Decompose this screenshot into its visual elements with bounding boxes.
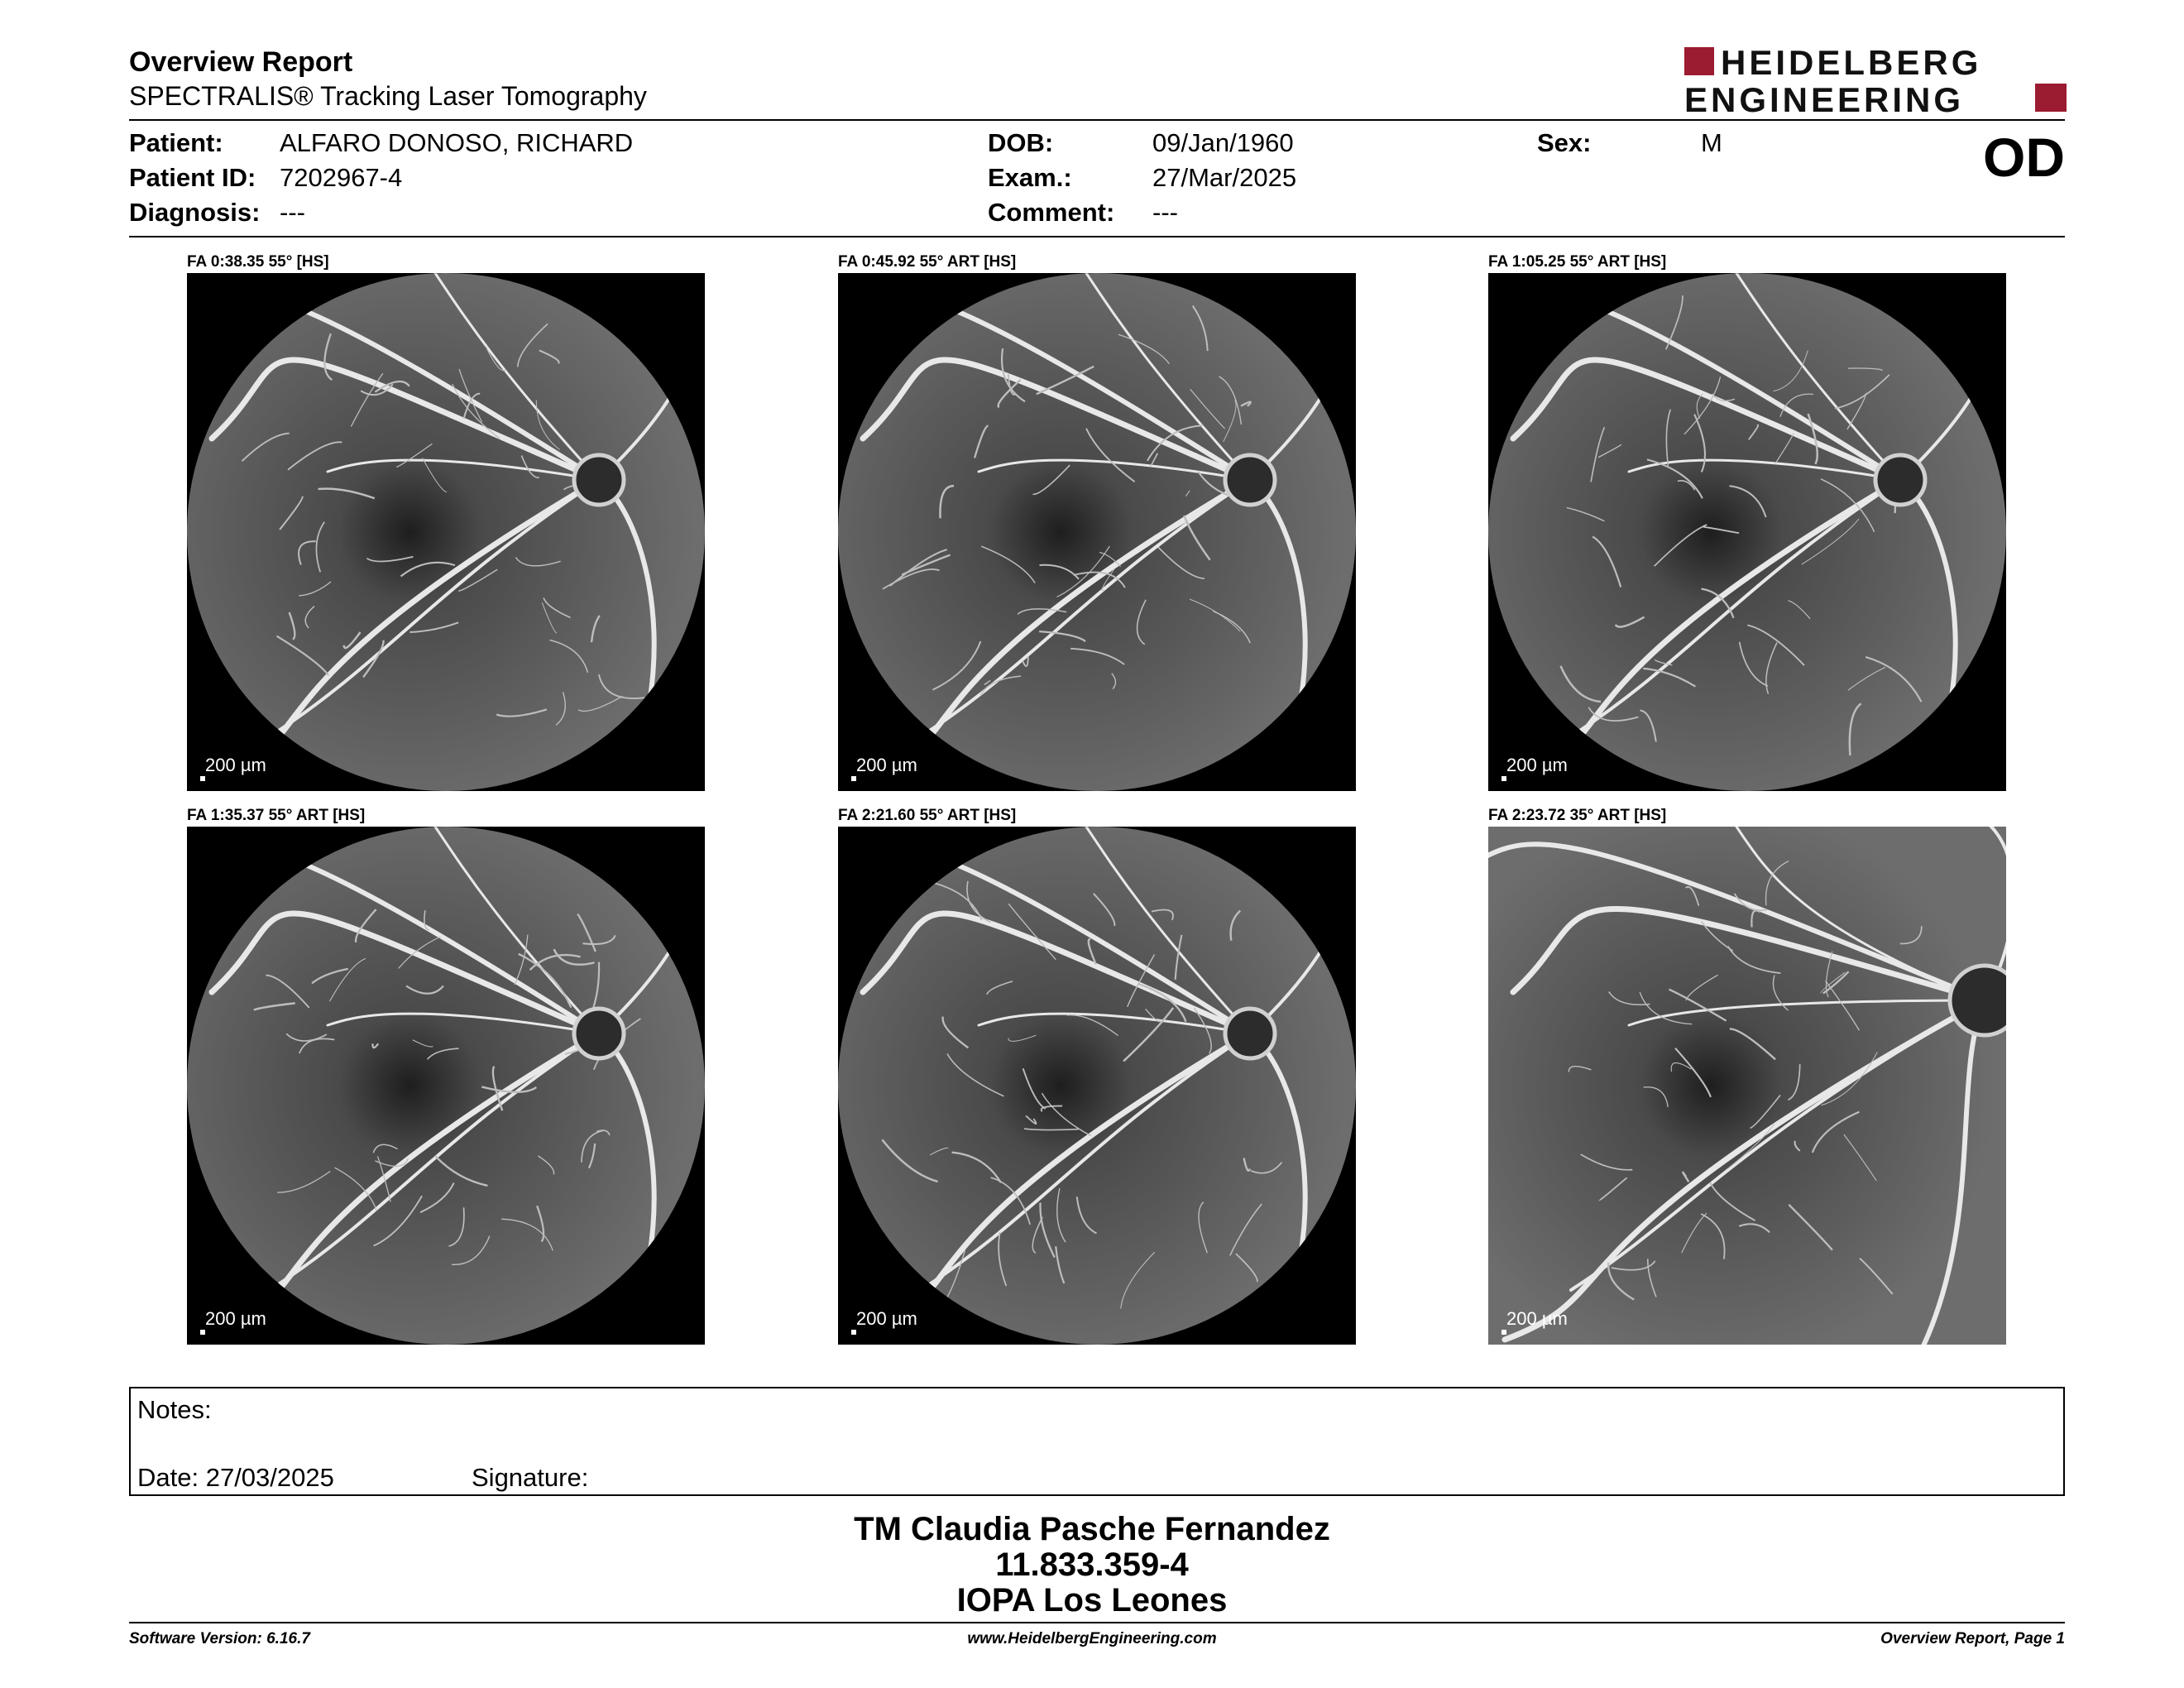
scale-label: 200 µm <box>1506 1308 1568 1329</box>
diagnosis-label: Diagnosis: <box>129 198 261 227</box>
sex-label: Sex: <box>1537 128 1592 157</box>
scale-bar-icon <box>200 776 205 781</box>
patient-name: ALFARO DONOSO, RICHARD <box>280 128 634 157</box>
angiogram-image[interactable] <box>187 273 705 791</box>
scale-bar-icon <box>200 1330 205 1335</box>
diagnosis-value: --- <box>280 198 305 227</box>
exam-label: Exam.: <box>988 163 1072 192</box>
page-label: Overview Report, Page 1 <box>1880 1630 2065 1647</box>
eye-indicator: OD <box>1983 127 2065 188</box>
angiogram-image[interactable] <box>838 273 1356 791</box>
report-subtitle: SPECTRALIS® Tracking Laser Tomography <box>129 81 647 111</box>
report-title: Overview Report <box>129 46 353 78</box>
sex-value: M <box>1701 128 1722 157</box>
dob-value: 09/Jan/1960 <box>1152 128 1294 157</box>
patient-label: Patient: <box>129 128 223 157</box>
fundus-image <box>838 273 1356 791</box>
notes-box <box>129 1387 2065 1496</box>
notes-label: Notes: <box>137 1395 212 1424</box>
scale-bar-icon <box>1502 1330 1506 1335</box>
scale-label: 200 µm <box>205 1308 266 1329</box>
scale-bar-icon <box>851 1330 856 1335</box>
heidelberg-logo <box>1684 46 2067 115</box>
svg-text:ENGINEERING: ENGINEERING <box>1684 80 1965 115</box>
scale-label: 200 µm <box>1506 755 1568 775</box>
scale-label: 200 µm <box>856 755 917 775</box>
info-divider <box>129 236 2065 237</box>
software-version: Software Version: 6.16.7 <box>129 1630 310 1647</box>
fundus-image <box>187 273 705 791</box>
dob-label: DOB: <box>988 128 1054 157</box>
operator-name: TM Claudia Pasche Fernandez <box>854 1511 1330 1547</box>
patient-id-label: Patient ID: <box>129 163 256 192</box>
svg-text:HEIDELBERG: HEIDELBERG <box>1721 46 1982 82</box>
image-caption: FA 1:35.37 55° ART [HS] <box>187 807 366 824</box>
angiogram-image[interactable] <box>1488 827 2006 1345</box>
operator-id: 11.833.359-4 <box>995 1547 1189 1583</box>
image-caption: FA 0:38.35 55° [HS] <box>187 253 329 271</box>
scale-bar-icon <box>851 776 856 781</box>
fundus-image <box>1488 827 2006 1345</box>
scale-bar-icon <box>1502 776 1506 781</box>
header-divider <box>129 119 2065 121</box>
angiogram-image[interactable] <box>1488 273 2006 791</box>
signature-label: Signature: <box>472 1463 589 1492</box>
image-caption: FA 2:21.60 55° ART [HS] <box>838 807 1017 824</box>
scale-label: 200 µm <box>205 755 266 775</box>
angiogram-image[interactable] <box>838 827 1356 1345</box>
scale-label: 200 µm <box>856 1308 917 1329</box>
comment-label: Comment: <box>988 198 1115 227</box>
image-caption: FA 2:23.72 35° ART [HS] <box>1488 807 1667 824</box>
clinic-name: IOPA Los Leones <box>956 1582 1228 1618</box>
patient-id: 7202967-4 <box>280 163 403 192</box>
angiogram-image[interactable] <box>187 827 705 1345</box>
website-link[interactable]: www.HeidelbergEngineering.com <box>967 1630 1217 1647</box>
comment-value: --- <box>1152 198 1178 227</box>
image-caption: FA 0:45.92 55° ART [HS] <box>838 253 1017 271</box>
exam-value: 27/Mar/2025 <box>1152 163 1297 192</box>
fundus-image <box>187 827 705 1345</box>
fundus-image <box>838 827 1356 1345</box>
notes-date: Date: 27/03/2025 <box>137 1463 334 1492</box>
fundus-image <box>1488 273 2006 791</box>
footer-divider <box>129 1622 2065 1623</box>
image-caption: FA 1:05.25 55° ART [HS] <box>1488 253 1667 271</box>
